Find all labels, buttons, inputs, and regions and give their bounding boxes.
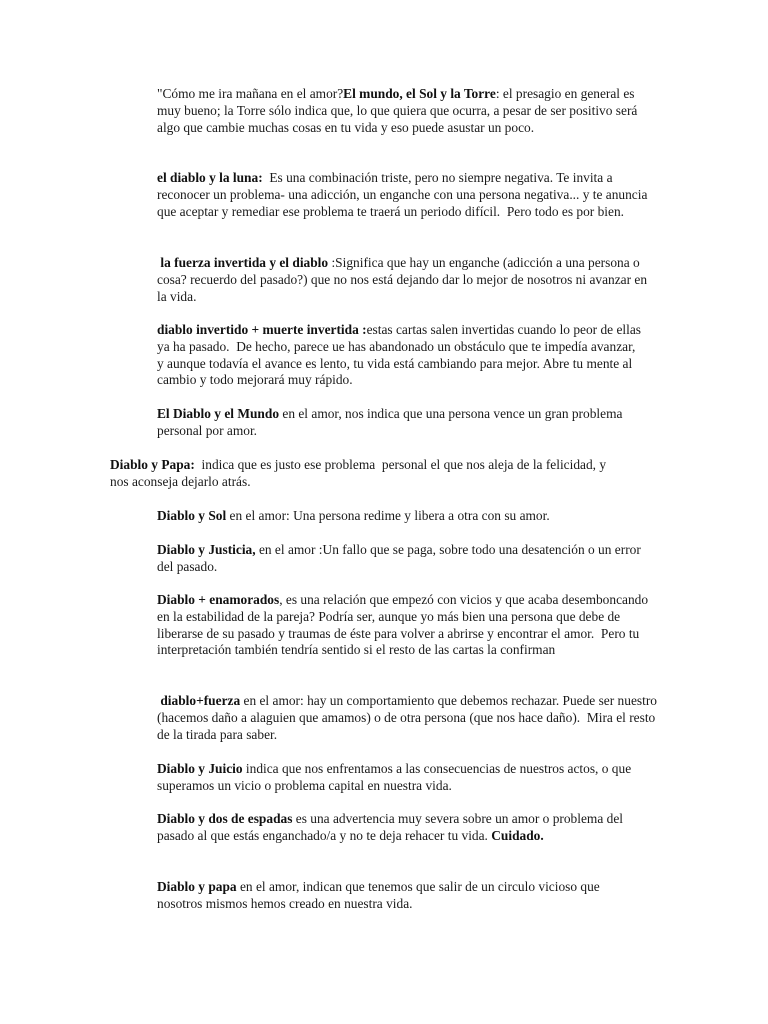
paragraph-diablo-papa (110, 457, 616, 491)
text-run: en el amor: Una persona redime y libera a otra con su amor. (226, 508, 550, 523)
text-run: indica que es justo ese problema personal el que nos aleja de la felicidad, y nos aconseja dejarlo atrás. (110, 457, 610, 489)
paragraph-diablo-enamorados (157, 592, 652, 659)
paragraph-diablo-mundo (157, 406, 637, 440)
bold-term: la fuerza invertida y el diablo (157, 255, 329, 270)
paragraph-diablo-papa-amor (157, 879, 641, 913)
text-run: en el amor: hay un comportamiento que debemos rechazar. Puede ser nuestro (hacemos daño a alaguien que amamos) o de otra persona (que nos hace daño). Mira el resto de la tirada para saber. (157, 693, 661, 742)
paragraph-diablo-dos-espadas (157, 811, 633, 845)
text-run: indica que nos enfrentamos a las consecuencias de nuestros actos, o que superamos un vicio o problema capital en nuestra vida. (157, 761, 635, 793)
text-run: en el amor, nos indica que una persona vence un gran problema personal por amor. (157, 406, 626, 438)
text-run: : el presagio en general es muy bueno; la Torre sólo indica que, lo que quiera que ocurra, a pesar de ser positivo será algo que cambie muchas cosas en tu vida y eso puede asustar un poco. (157, 86, 641, 135)
bold-term: Diablo y papa (157, 879, 237, 894)
bold-term: Diablo y Justicia, (157, 542, 256, 557)
bold-term: Diablo + enamorados (157, 592, 280, 607)
bold-term: el diablo y la luna: (157, 170, 263, 185)
paragraph-diablo-luna (157, 170, 649, 220)
bold-term: diablo+fuerza (157, 693, 241, 708)
text-run: "Cómo me ira mañana en el amor? (157, 86, 344, 101)
bold-term: Cuidado. (491, 827, 544, 843)
paragraph-diablo-fuerza (157, 693, 661, 743)
text-run: estas cartas salen invertidas cuando lo peor de ellas ya ha pasado. De hecho, parece ue has abandonado un obstáculo que te impedía avanzar, y aunque todavía el avance es lento, tu vida está cambiando para mejor. Abre tu mente al cambio y todo mejorará muy rápido. (157, 322, 645, 388)
bold-term: Diablo y Papa: (110, 457, 195, 472)
paragraph-fuerza-invertida-diablo (157, 255, 653, 305)
bold-term: El mundo, el Sol y la Torre (343, 86, 496, 101)
bold-term: Diablo y Sol (157, 508, 227, 523)
paragraph-manana-amor (157, 86, 649, 136)
paragraph-diablo-sol (157, 508, 657, 525)
bold-term: El Diablo y el Mundo (157, 406, 280, 421)
text-run: es una advertencia muy severa sobre un amor o problema del pasado al que estás enganchado/a y no te deja rehacer tu vida. (157, 811, 627, 843)
paragraph-diablo-muerte-invertidos (157, 322, 645, 389)
text-run: en el amor, indican que tenemos que salir de un circulo vicioso que nosotros mismos hemos creado en nuestra vida. (157, 879, 604, 911)
text-run: :Significa que hay un enganche (adicción a una persona o cosa? recuerdo del pasado?) que no nos está dejando dar lo mejor de nosotros ni avanzar en la vida. (157, 255, 651, 304)
text-run: Es una combinación triste, pero no siempre negativa. Te invita a reconocer un problema- una adicción, un enganche con una persona negativa... y te anuncia que aceptar y remediar ese problema te traerá un periodo difícil. Pero todo es por bien. (157, 170, 651, 219)
paragraph-diablo-juicio (157, 761, 637, 795)
paragraph-diablo-justicia (157, 542, 653, 576)
bold-term: Diablo y Juicio (157, 761, 243, 776)
text-run: en el amor :Un fallo que se paga, sobre todo una desatención o un error del pasado. (157, 542, 645, 574)
text-run: , es una relación que empezó con vicios y que acaba desemboncando en la estabilidad de la pareja? Podría ser, aunque yo más bien una persona que debe de liberarse de su pasado y traumas de éste para volver a abrirse y encontrar el amor. Pero tu interpretación también tendría sentido si el resto de las cartas la confirman (157, 592, 652, 658)
bold-term: diablo invertido + muerte invertida : (157, 322, 367, 337)
bold-term: Diablo y dos de espadas (157, 811, 293, 826)
